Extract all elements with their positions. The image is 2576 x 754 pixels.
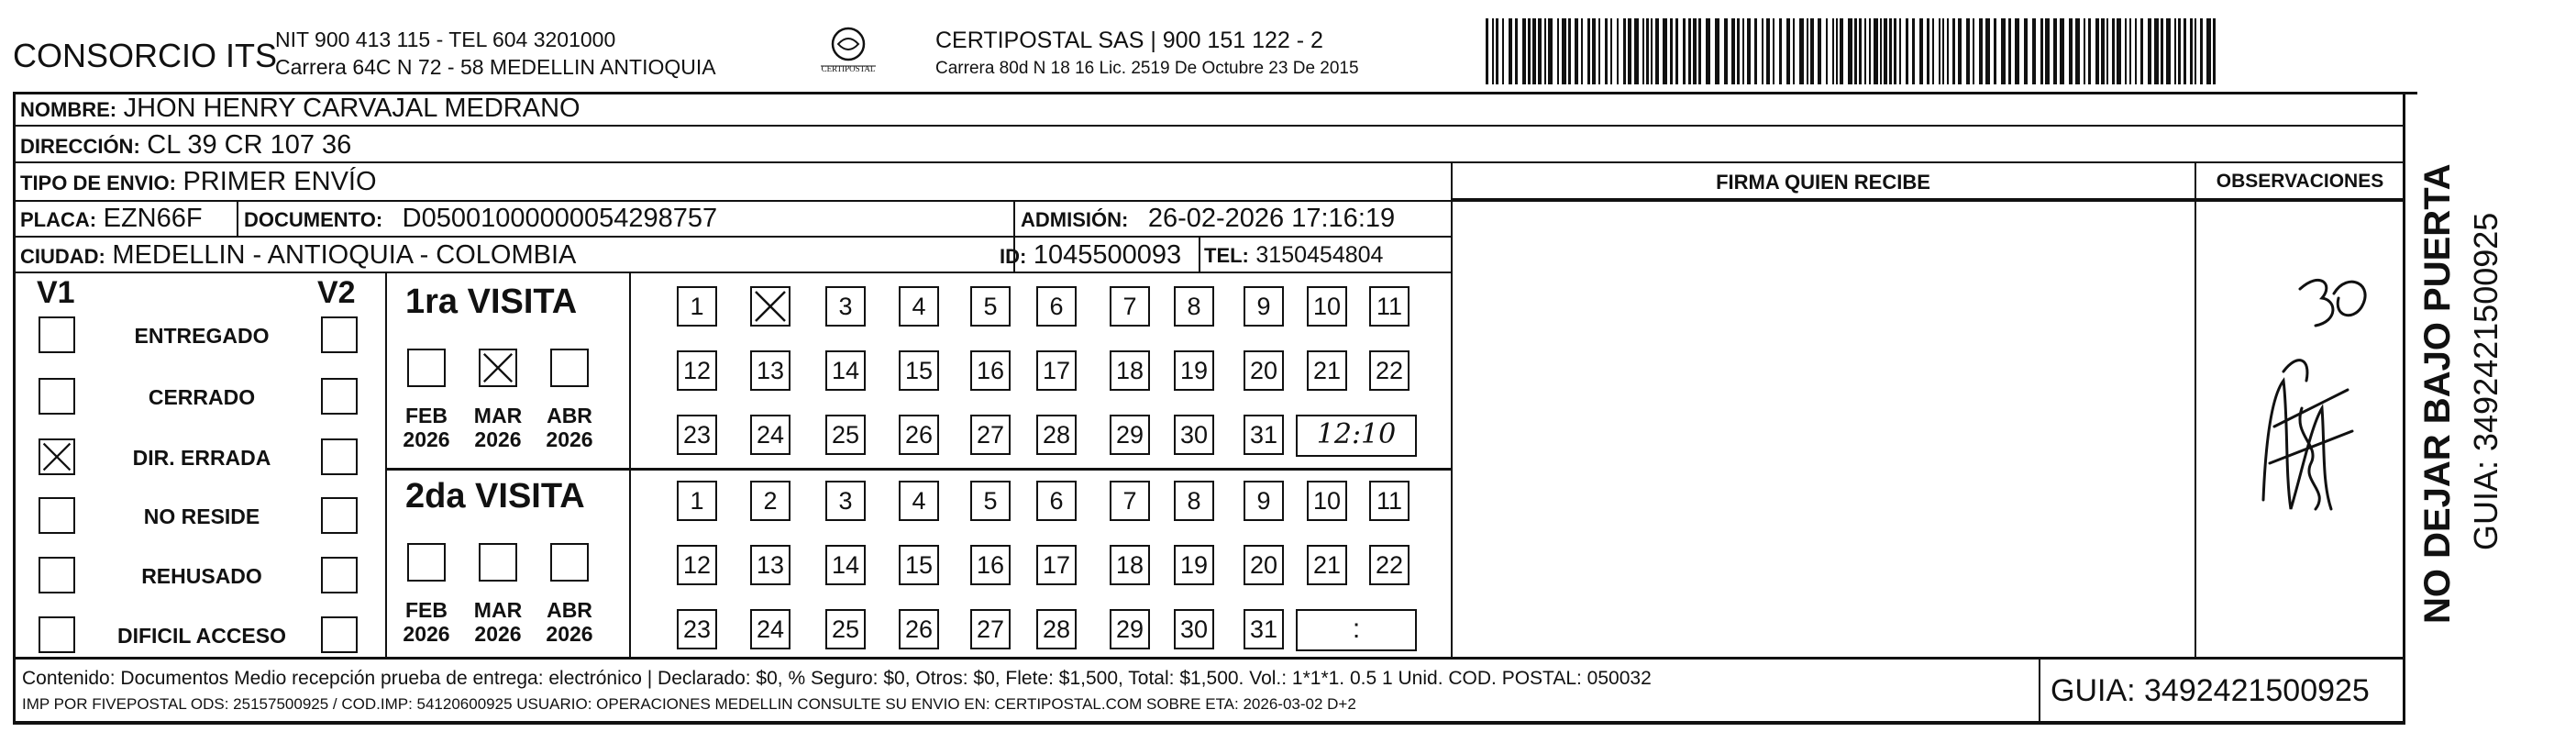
barcode-bar — [1773, 18, 1774, 84]
day-checkbox[interactable]: 10 — [1307, 286, 1347, 327]
barcode-bar — [1919, 18, 1923, 84]
month-name: ABR — [547, 404, 592, 427]
month-name: ABR — [547, 598, 592, 622]
tel-field — [1204, 240, 1383, 269]
barcode-bar — [2084, 18, 2085, 84]
barcode-bar — [1698, 18, 1701, 84]
month-label — [537, 404, 602, 451]
barcode-bar — [2075, 18, 2080, 84]
footer-imp: IMP POR FIVEPOSTAL ODS: 25157500925 / COD.IMP: 54120600925 USUARIO: OPERACIONES MEDELLIN CONSULTE SU ENVIO EN: CERTIPOSTAL.COM SOBRE ETA: 2026-03-02 D+2 — [22, 695, 1356, 713]
barcode-bar — [1663, 18, 1667, 84]
month-name: MAR — [473, 404, 523, 427]
barcode-bar — [1655, 18, 1659, 84]
barcode-bar — [1581, 18, 1583, 84]
barcode-bar — [1486, 18, 1488, 84]
id-value: 1045500093 — [1033, 240, 1182, 270]
divider — [1452, 198, 2405, 200]
barcode-bar — [1557, 18, 1559, 84]
certipostal-logo — [812, 26, 885, 81]
divider — [385, 273, 387, 659]
divider — [385, 468, 1451, 471]
barcode-bar — [1799, 18, 1804, 84]
divider — [13, 200, 2405, 202]
divider — [237, 200, 238, 237]
status-label: DIFICIL ACCESO — [116, 624, 286, 648]
divider — [13, 657, 2405, 660]
barcode-bar — [1706, 18, 1710, 84]
day-checkbox[interactable]: 12 — [677, 545, 717, 585]
side-warning — [2414, 110, 2465, 624]
day-checkbox[interactable]: 17 — [1036, 350, 1077, 391]
firma-header: FIRMA QUIEN RECIBE — [1716, 171, 1930, 194]
day-checkbox[interactable]: 30 — [1174, 609, 1214, 649]
placa-value: EZN66F — [103, 204, 203, 233]
barcode-bar — [1952, 18, 1955, 84]
barcode-bar — [1747, 18, 1751, 84]
barcode-bar — [1532, 18, 1536, 84]
month-year: 2026 — [546, 427, 593, 451]
day-checkbox[interactable]: 5 — [970, 286, 1011, 327]
direccion-label: DIRECCIÓN: — [20, 135, 140, 158]
day-checkbox[interactable]: 4 — [899, 481, 939, 521]
barcode-bar — [1646, 18, 1649, 84]
day-checkbox[interactable]: 19 — [1174, 350, 1214, 391]
month-label — [394, 598, 459, 646]
v2-checkbox[interactable] — [321, 438, 358, 475]
v1-checkbox[interactable] — [39, 438, 75, 475]
day-checkbox[interactable]: 28 — [1036, 415, 1077, 455]
direccion-value: CL 39 CR 107 36 — [147, 130, 352, 160]
certipostal-line2: Carrera 80d N 18 16 Lic. 2519 De Octubre 23 De 2015 — [935, 59, 1359, 78]
nombre-label: NOMBRE: — [20, 98, 117, 121]
barcode-bar — [1854, 18, 1857, 84]
ciudad-value: MEDELLIN - ANTIOQUIA - COLOMBIA — [112, 240, 577, 270]
placa-label: PLACA: — [20, 208, 97, 231]
barcode-bar — [2154, 18, 2159, 84]
barcode-bar — [1927, 18, 1929, 84]
company-address: Carrera 64C N 72 - 58 MEDELLIN ANTIOQUIA — [275, 55, 716, 79]
status-label: ENTREGADO — [134, 324, 270, 348]
tipo-envio-label: TIPO DE ENVIO: — [20, 172, 176, 194]
barcode-bar — [2008, 18, 2011, 84]
logo-caption: CERTIPOSTAL — [821, 64, 876, 73]
barcode-bar — [1869, 18, 1871, 84]
day-checkbox[interactable]: 21 — [1307, 545, 1347, 585]
barcode-bar — [1840, 18, 1843, 84]
day-checkbox[interactable]: 23 — [677, 415, 717, 455]
barcode-bar — [1502, 18, 1504, 84]
barcode-bar — [2040, 18, 2043, 84]
barcode-bar — [1724, 18, 1728, 84]
barcode-bar — [1848, 18, 1852, 84]
divider — [13, 236, 1453, 238]
day-checkbox[interactable]: 15 — [899, 350, 939, 391]
v2-checkbox[interactable] — [321, 616, 358, 653]
day-checkbox[interactable]: 14 — [825, 350, 866, 391]
month-checkbox[interactable] — [479, 349, 517, 387]
status-label: NO RESIDE — [143, 505, 260, 528]
barcode-bar — [1642, 18, 1644, 84]
month-label — [466, 598, 530, 646]
barcode-bar — [1994, 18, 1996, 84]
barcode-bar — [2190, 18, 2193, 84]
barcode-bar — [1544, 18, 1546, 84]
day-checkbox[interactable]: 21 — [1307, 350, 1347, 391]
barcode-bar — [1766, 18, 1770, 84]
barcode-bar — [1859, 18, 1862, 84]
divider — [13, 161, 2405, 163]
barcode-bar — [1793, 18, 1795, 84]
v1-checkbox[interactable] — [39, 378, 75, 415]
id-field — [1000, 240, 1181, 271]
day-checkbox[interactable]: 31 — [1244, 415, 1284, 455]
barcode-bar — [2112, 18, 2115, 84]
month-year: 2026 — [403, 622, 450, 646]
footer-contenido: Contenido: Documentos Medio recepción prueba de entrega: electrónico | Declarado: $0, % Seguro: $0, Otros: $0, Flete: $1,500, Total: $1,500. Vol.: 1*1*1. 0.5 1 Unid. COD. POSTAL: 050032 — [22, 668, 1652, 689]
day-checkbox[interactable]: 13 — [750, 545, 790, 585]
day-checkbox[interactable]: 3 — [825, 481, 866, 521]
barcode-bar — [1548, 18, 1553, 84]
barcode-bar — [2088, 18, 2091, 84]
barcode-bar — [1864, 18, 1866, 84]
month-name: FEB — [405, 598, 448, 622]
side-guia — [2465, 110, 2511, 550]
barcode-bar — [1884, 18, 1887, 84]
visit-title: 1ra VISITA — [405, 283, 578, 321]
divider — [13, 721, 2405, 725]
barcode-bar — [2184, 18, 2186, 84]
v1-checkbox[interactable] — [39, 497, 75, 534]
barcode-bar — [1973, 18, 1974, 84]
v2-checkbox[interactable] — [321, 316, 358, 353]
day-checkbox[interactable]: 28 — [1036, 609, 1077, 649]
barcode-bar — [2060, 18, 2064, 84]
day-checkbox[interactable]: 11 — [1369, 286, 1410, 327]
barcode-bar — [2166, 18, 2171, 84]
barcode-bar — [1492, 18, 1494, 84]
day-checkbox[interactable]: 20 — [1244, 545, 1284, 585]
divider — [1199, 237, 1200, 273]
barcode-bar — [2069, 18, 2073, 84]
handwritten-signature — [2219, 234, 2384, 582]
barcode-bar — [1985, 18, 1990, 84]
v2-checkbox[interactable] — [321, 497, 358, 534]
barcode-bar — [2174, 18, 2176, 84]
barcode-bar — [2125, 18, 2127, 84]
barcode-bar — [1628, 18, 1631, 84]
day-checkbox[interactable]: 27 — [970, 609, 1011, 649]
barcode-bar — [1731, 18, 1735, 84]
day-checkbox[interactable]: 29 — [1110, 415, 1150, 455]
tipo-envio-field — [20, 167, 377, 197]
barcode-bar — [2161, 18, 2163, 84]
barcode-bar — [1807, 18, 1808, 84]
barcode-bar — [1942, 18, 1944, 84]
barcode-bar — [2140, 18, 2143, 84]
day-checkbox[interactable]: 6 — [1036, 481, 1077, 521]
v2-checkbox[interactable] — [321, 378, 358, 415]
divider — [629, 273, 631, 659]
day-checkbox[interactable]: 7 — [1110, 481, 1150, 521]
v1-checkbox[interactable] — [39, 316, 75, 353]
barcode-bar — [1634, 18, 1639, 84]
day-checkbox[interactable]: 12 — [677, 350, 717, 391]
company-nit: NIT 900 413 115 - TEL 604 3201000 — [275, 28, 616, 51]
admision-value: 26-02-2026 17:16:19 — [1147, 204, 1396, 233]
day-checkbox[interactable]: 18 — [1110, 545, 1150, 585]
day-checkbox[interactable]: 8 — [1174, 286, 1214, 327]
barcode-bar — [2024, 18, 2028, 84]
time-box[interactable]: : — [1296, 609, 1417, 651]
barcode-bar — [2101, 18, 2105, 84]
barcode-bar — [1906, 18, 1908, 84]
barcode-bar — [2135, 18, 2137, 84]
barcode-bar — [2001, 18, 2006, 84]
month-name: MAR — [473, 598, 523, 622]
day-checkbox[interactable]: 13 — [750, 350, 790, 391]
day-checkbox[interactable]: 18 — [1110, 350, 1150, 391]
certipostal-line1: CERTIPOSTAL SAS | 900 151 122 - 2 — [935, 28, 1323, 53]
month-year: 2026 — [474, 622, 522, 646]
barcode-bar — [1737, 18, 1740, 84]
day-checkbox[interactable] — [750, 286, 790, 327]
day-checkbox[interactable]: 22 — [1369, 545, 1410, 585]
barcode-bar — [1522, 18, 1526, 84]
day-checkbox[interactable]: 16 — [970, 545, 1011, 585]
day-checkbox[interactable]: 10 — [1307, 481, 1347, 521]
barcode-bar — [1818, 18, 1821, 84]
day-checkbox[interactable]: 20 — [1244, 350, 1284, 391]
tipo-envio-value: PRIMER ENVÍO — [182, 167, 377, 196]
tel-label: TEL: — [1204, 244, 1249, 267]
admision-field — [1021, 204, 1395, 234]
v2-header: V2 — [317, 275, 356, 310]
barcode-bar — [1598, 18, 1600, 84]
company-name: CONSORCIO ITS — [13, 37, 278, 74]
barcode-bar — [1779, 18, 1782, 84]
status-label: CERRADO — [148, 385, 256, 409]
barcode-bar — [1874, 18, 1878, 84]
barcode-bar — [2129, 18, 2131, 84]
day-checkbox[interactable]: 24 — [750, 415, 790, 455]
day-checkbox[interactable]: 23 — [677, 609, 717, 649]
barcode-bar — [2095, 18, 2099, 84]
barcode-bar — [1912, 18, 1915, 84]
barcode-bar — [1715, 18, 1719, 84]
month-checkbox[interactable] — [550, 543, 589, 582]
visit-title: 2da VISITA — [405, 477, 585, 516]
month-year: 2026 — [474, 427, 522, 451]
barcode-bar — [1670, 18, 1673, 84]
barcode-bar — [1826, 18, 1828, 84]
month-name: FEB — [405, 404, 448, 427]
day-checkbox[interactable]: 25 — [825, 415, 866, 455]
barcode-bar — [1496, 18, 1498, 84]
barcode-bar — [1538, 18, 1542, 84]
day-checkbox[interactable]: 7 — [1110, 286, 1150, 327]
barcode-bar — [2195, 18, 2196, 84]
day-checkbox[interactable]: 3 — [825, 286, 866, 327]
barcode-bar — [1889, 18, 1892, 84]
barcode-bar — [1688, 18, 1691, 84]
day-checkbox[interactable]: 16 — [970, 350, 1011, 391]
barcode-bar — [1979, 18, 1983, 84]
observaciones-header: OBSERVACIONES — [2216, 171, 2384, 192]
divider — [13, 125, 2405, 127]
barcode-bar — [1742, 18, 1744, 84]
day-checkbox[interactable]: 17 — [1036, 545, 1077, 585]
day-checkbox[interactable]: 2 — [750, 481, 790, 521]
day-checkbox[interactable]: 19 — [1174, 545, 1214, 585]
barcode-bar — [1610, 18, 1612, 84]
v2-checkbox[interactable] — [321, 557, 358, 593]
day-checkbox[interactable]: 30 — [1174, 415, 1214, 455]
month-year: 2026 — [546, 622, 593, 646]
day-checkbox[interactable]: 9 — [1244, 481, 1284, 521]
day-checkbox[interactable]: 1 — [677, 286, 717, 327]
barcode-bar — [1832, 18, 1834, 84]
barcode-bar — [1880, 18, 1882, 84]
divider — [2195, 163, 2196, 659]
v1-header: V1 — [37, 275, 75, 310]
barcode-bar — [1592, 18, 1596, 84]
divider — [13, 272, 1453, 273]
ciudad-field — [20, 240, 576, 271]
status-label: REHUSADO — [141, 564, 262, 588]
barcode-bar — [2106, 18, 2108, 84]
day-checkbox[interactable]: 8 — [1174, 481, 1214, 521]
barcode-bar — [1528, 18, 1531, 84]
month-label — [537, 598, 602, 646]
divider — [13, 92, 16, 725]
barcode-bar — [1939, 18, 1940, 84]
barcode-bar — [1623, 18, 1626, 84]
barcode-bar — [2045, 18, 2050, 84]
tel-value: 3150454804 — [1255, 242, 1384, 268]
admision-label: ADMISIÓN: — [1021, 208, 1129, 231]
placa-field — [20, 204, 203, 234]
direccion-field — [20, 130, 351, 161]
barcode-bar — [1786, 18, 1790, 84]
barcode-bar — [1762, 18, 1763, 84]
month-checkbox[interactable] — [479, 543, 517, 582]
barcode-bar — [1947, 18, 1949, 84]
divider — [2039, 659, 2040, 723]
day-checkbox[interactable]: 22 — [1369, 350, 1410, 391]
day-checkbox[interactable]: 1 — [677, 481, 717, 521]
day-checkbox[interactable]: 24 — [750, 609, 790, 649]
barcode-bar — [1958, 18, 1962, 84]
barcode-bar — [2117, 18, 2121, 84]
documento-value: D05001000000054298757 — [402, 204, 718, 233]
barcode-bar — [2053, 18, 2057, 84]
barcode-bar — [1754, 18, 1757, 84]
day-checkbox[interactable]: 15 — [899, 545, 939, 585]
day-checkbox[interactable]: 9 — [1244, 286, 1284, 327]
barcode-bar — [1693, 18, 1697, 84]
barcode-bar — [2178, 18, 2181, 84]
month-label — [394, 404, 459, 451]
barcode-bar — [1605, 18, 1608, 84]
barcode-bar — [1810, 18, 1814, 84]
day-checkbox[interactable]: 29 — [1110, 609, 1150, 649]
id-label: ID: — [1000, 245, 1027, 268]
day-checkbox[interactable]: 6 — [1036, 286, 1077, 327]
barcode-bar — [2015, 18, 2019, 84]
barcode-bar — [2032, 18, 2036, 84]
barcode-bar — [1932, 18, 1934, 84]
barcode-bar — [1651, 18, 1653, 84]
day-checkbox[interactable]: 11 — [1369, 481, 1410, 521]
barcode-bar — [1509, 18, 1512, 84]
barcode-bar — [1894, 18, 1896, 84]
month-label — [466, 404, 530, 451]
nombre-field — [20, 94, 580, 124]
day-checkbox[interactable]: 27 — [970, 415, 1011, 455]
barcode-bar — [2200, 18, 2203, 84]
barcode-bar — [1617, 18, 1619, 84]
day-checkbox[interactable]: 25 — [825, 609, 866, 649]
time-box[interactable]: 12:10 — [1296, 415, 1417, 457]
ciudad-label: CIUDAD: — [20, 245, 105, 268]
barcode-bar — [2206, 18, 2211, 84]
barcode-bar — [2148, 18, 2151, 84]
barcode-bar — [1587, 18, 1590, 84]
day-checkbox[interactable]: 26 — [899, 415, 939, 455]
barcode-bar — [1836, 18, 1838, 84]
divider — [1451, 163, 1453, 659]
barcode-bar — [1683, 18, 1686, 84]
no-dejar-text: NO DEJAR BAJO PUERTA — [2417, 163, 2458, 624]
barcode-bar — [1966, 18, 1970, 84]
barcode-bar — [2213, 18, 2216, 84]
documento-field — [244, 204, 717, 234]
barcode-bar — [1562, 18, 1566, 84]
v1-checkbox[interactable] — [39, 616, 75, 653]
barcode-bar — [1899, 18, 1901, 84]
barcode-bar — [1515, 18, 1518, 84]
barcode — [1486, 18, 2219, 84]
barcode-bar — [1675, 18, 1678, 84]
day-checkbox[interactable]: 5 — [970, 481, 1011, 521]
v1-checkbox[interactable] — [39, 557, 75, 593]
day-checkbox[interactable]: 14 — [825, 545, 866, 585]
day-checkbox[interactable]: 4 — [899, 286, 939, 327]
month-year: 2026 — [403, 427, 450, 451]
day-checkbox[interactable]: 26 — [899, 609, 939, 649]
month-checkbox[interactable] — [407, 349, 446, 387]
month-checkbox[interactable] — [550, 349, 589, 387]
barcode-bar — [1575, 18, 1578, 84]
month-checkbox[interactable] — [407, 543, 446, 582]
barcode-bar — [1568, 18, 1571, 84]
documento-label: DOCUMENTO: — [244, 208, 383, 231]
side-guia-text: GUIA: 3492421500925 — [2467, 212, 2504, 550]
day-checkbox[interactable]: 31 — [1244, 609, 1284, 649]
footer-guia: GUIA: 3492421500925 — [2051, 673, 2370, 708]
nombre-value: JHON HENRY CARVAJAL MEDRANO — [123, 94, 580, 123]
status-label: DIR. ERRADA — [132, 446, 271, 470]
